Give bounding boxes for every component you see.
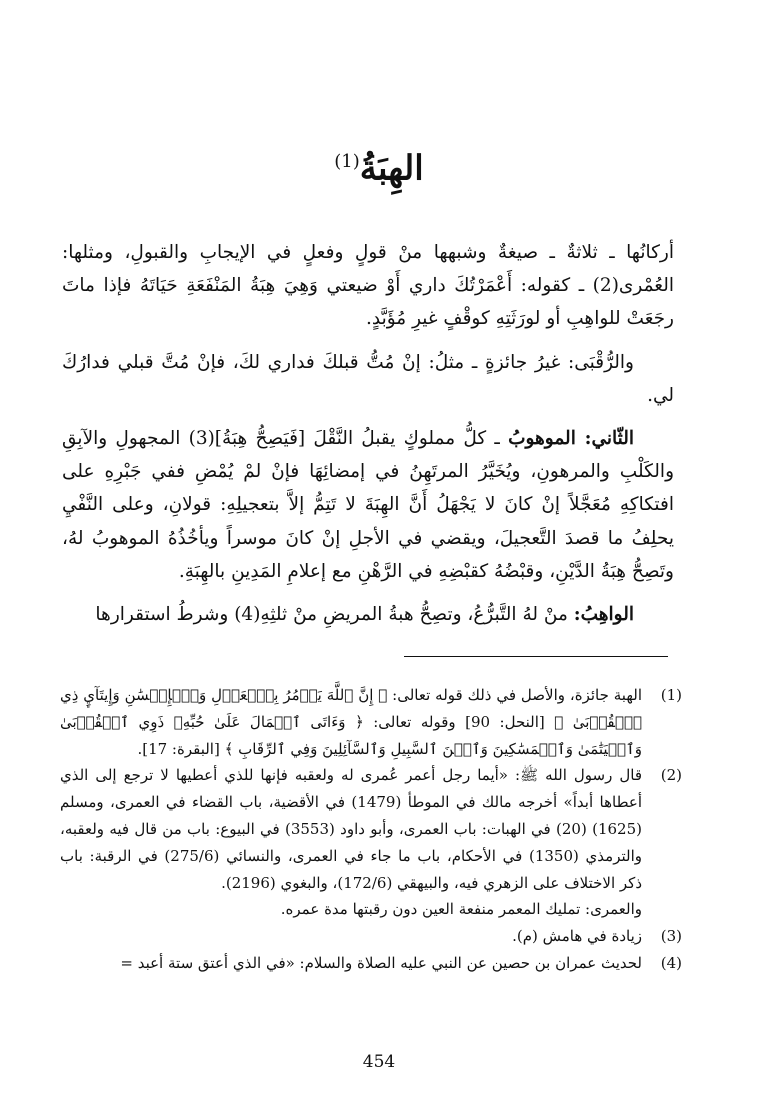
paragraph-3	[62, 422, 674, 588]
footnote-number: (2)	[660, 766, 682, 785]
footnote-3	[60, 923, 682, 950]
footnote-2-definition: والعمرى: تمليك المعمر منفعة العين دون رقبتها مدة عمره.	[280, 900, 642, 919]
footnote-2	[60, 762, 682, 896]
paragraph-lead: الثّاني: الموهوبُ	[508, 428, 635, 450]
footnote-number: (3)	[660, 927, 682, 946]
footnote-separator	[404, 656, 668, 657]
footnotes	[60, 682, 682, 977]
footnote-1	[60, 682, 682, 762]
page-number: 454	[362, 1052, 396, 1072]
paragraph-1	[62, 236, 674, 336]
paragraph-lead: الواهِبُ:	[573, 604, 634, 626]
footnote-number: (4)	[660, 953, 682, 972]
main-text	[62, 236, 674, 631]
paragraph-text: ـ كلُّ مملوكٍ يقبلُ النَّقْلَ [فَيَصِحُّ هِبَةُ](3) المجهولِ والآبِقِ والكَلْبِ والمرهونِ، ويُخَيَّرُ المرتَهِنُ في إمضائِهَا فإنْ لمْ يُمْضِ ففي جَبْرِهِ على افتكاكِهِ مُعَجَّلاً إنْ كانَ لا يَجْهَلُ أَنَّ الهِبَةَ لا تَتِمُّ إلاَّ بتعجيلِهِ: قولانِ، وعلى النَّفْيِ يحلِفُ ما قصدَ التَّعجيلَ، ويقضي في الأجلِ إنْ كانَ موسراً ويأخُذُهُ الموهوبُ لهُ، وتَصِحُّ هِبَةُ الدَّيْنِ، وقبْضُهُ كقبْضِهِ في الرَّهْنِ مع إعلامِ المَدِينِ بالهِبَةِ.	[62, 428, 674, 582]
footnote-text: الهبة جائزة، والأصل في ذلك قوله تعالى: ﴿ إِنَّ ٱللَّهَ يَأۡمُرُ بِٱلۡعَدۡلِ وَٱلۡإِحۡسَٰنِ وَإِيتَآيِٕ ذِي ٱلۡقُرۡبَىٰ ﴾ [النحل: 90] وقوله تعالى: ﴿ وَءَاتَى ٱلۡمَالَ عَلَىٰ حُبِّهِۦ ذَوِي ٱلۡقُرۡبَىٰ وَٱلۡيَتَٰمَىٰ وَٱلۡمَسَٰكِينَ وَٱبۡنَ ٱلسَّبِيلِ وَٱلسَّآئِلِينَ وَفِي ٱلرِّقَابِ ﴾ [البقرة: 17].	[60, 686, 643, 758]
footnote-4	[60, 950, 682, 977]
chapter-title-text: الهِبَةُ	[359, 148, 424, 189]
paragraph-text: منْ لهُ التَّبرُّعُ، وتصِحُّ هبةُ المريضِ منْ ثلثِهِ(4) وشرطُ استقرارها	[95, 604, 574, 626]
footnote-text: قال رسول الله ﷺ: «أيما رجل أعمر عُمرى له ولعقبه فإنها للذي أعطيها لا ترجع إلى الذي أعطاها أبداً» أخرجه مالك في الموطأ (1479) في الأقضية، باب القضاء في العمرى، ومسلم (1625) (20) في الهبات: باب العمرى، وأبو داود (3553) في البيوع: باب من قال فيه ولعقبه، والترمذي (1350) في الأحكام، باب ما جاء في العمرى، والنسائي (275/6) في الرقبة: باب ذكر الاختلاف على الزهري فيه، والبيهقي (172/6)، والبغوي (2196).	[60, 766, 642, 892]
chapter-title	[0, 138, 758, 192]
chapter-title-note-ref: (1)	[334, 151, 360, 172]
paragraph-text: أركانُها ـ ثلاثةٌ ـ صيغةٌ وشبهها منْ قولٍ وفعلٍ في الإيجابِ والقبولِ، ومثلها: العُمْرى(2) ـ كقوله: أَعْمَرْتُكَ داري أَوْ ضيعتي وَهِيَ هِبَةُ المَنْفَعَةِ حَيَاتَهُ فإذا ماتَ رجَعَتْ للواهِبِ أو لورَثَتِهِ كوقْفٍ غيرِ مُؤَبَّدٍ.	[62, 242, 674, 330]
paragraph-4	[62, 598, 674, 631]
paragraph-text: والرُّقْبَى: غيرُ جائزةٍ ـ مثلُ: إنْ مُتُّ قبلكَ فداري لكَ، فإنْ مُتَّ قبلي فدارُكَ لي.	[62, 351, 674, 406]
paragraph-2	[62, 346, 674, 412]
footnote-text: زيادة في هامش (م).	[512, 927, 642, 946]
footnote-number: (1)	[660, 686, 682, 704]
footnote-text: لحديث عمران بن حصين عن النبي عليه الصلاة والسلام: «في الذي أعتق ستة أعبد =	[120, 953, 642, 972]
